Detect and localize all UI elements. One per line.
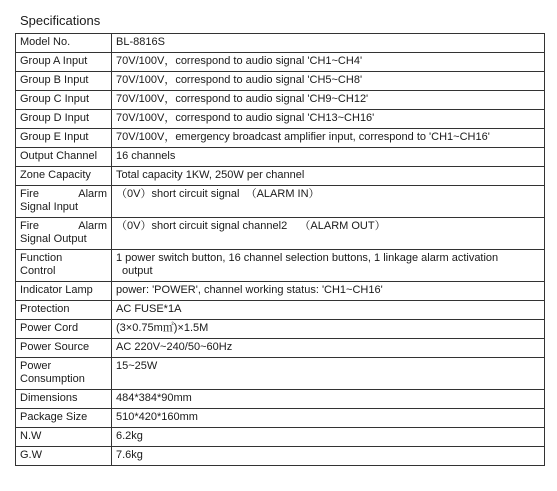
spec-label: Power Cord [16, 320, 112, 339]
spec-label-line1: Function [20, 252, 63, 264]
table-row [16, 447, 545, 466]
table-row [16, 301, 545, 320]
spec-value: AC FUSE*1A [112, 301, 545, 320]
spec-label-line1: Power [20, 360, 52, 372]
table-row [16, 72, 545, 91]
spec-label-line2: Consumption [20, 373, 85, 385]
spec-label: Group B Input [16, 72, 112, 91]
spec-value: (3×0.75m㎡)×1.5M [112, 320, 545, 339]
spec-label: Power Source [16, 339, 112, 358]
spec-value: power: 'POWER', channel working status: 'CH1~CH16' [112, 282, 545, 301]
spec-value: 70V/100V，correspond to audio signal 'CH1~CH4' [112, 53, 545, 72]
spec-label-line2: Control [20, 265, 56, 277]
table-row [16, 390, 545, 409]
table-row [16, 250, 545, 282]
spec-label: G.W [16, 447, 112, 466]
spec-label-line1: Fire Alarm [20, 188, 107, 200]
table-row [16, 428, 545, 447]
spec-value [112, 250, 545, 282]
table-row [16, 129, 545, 148]
table-row [16, 34, 545, 53]
spec-label: Dimensions [16, 390, 112, 409]
spec-value: Total capacity 1KW, 250W per channel [112, 167, 545, 186]
spec-label: Group A Input [16, 53, 112, 72]
spec-value: （0V）short circuit signal channel2 （ALARM OUT） [112, 218, 545, 250]
spec-label: Group C Input [16, 91, 112, 110]
table-row [16, 409, 545, 428]
spec-label [16, 250, 112, 282]
spec-label-line1: Fire Alarm [20, 220, 107, 232]
spec-value: 7.6kg [112, 447, 545, 466]
spec-value: 510*420*160mm [112, 409, 545, 428]
table-row [16, 91, 545, 110]
table-row [16, 282, 545, 301]
spec-label [16, 358, 112, 390]
spec-value: 484*384*90mm [112, 390, 545, 409]
spec-value-line2: output [122, 265, 153, 277]
table-row [16, 110, 545, 129]
spec-label: Output Channel [16, 148, 112, 167]
page-title: Specifications [20, 13, 101, 28]
spec-value: BL-8816S [112, 34, 545, 53]
table-row [16, 358, 545, 390]
spec-label [16, 218, 112, 250]
table-row [16, 320, 545, 339]
spec-value: 15~25W [112, 358, 545, 390]
spec-value: 70V/100V，correspond to audio signal 'CH9~CH12' [112, 91, 545, 110]
spec-label: Indicator Lamp [16, 282, 112, 301]
spec-value: 70V/100V，emergency broadcast amplifier input, correspond to 'CH1~CH16' [112, 129, 545, 148]
table-row [16, 148, 545, 167]
spec-label: Model No. [16, 34, 112, 53]
table-row [16, 186, 545, 218]
spec-label: Package Size [16, 409, 112, 428]
spec-label: Zone Capacity [16, 167, 112, 186]
table-row [16, 339, 545, 358]
spec-value: 16 channels [112, 148, 545, 167]
spec-value-line1: 1 power switch button, 16 channel selection buttons, 1 linkage alarm activation [116, 252, 499, 264]
spec-label: Group D Input [16, 110, 112, 129]
table-row [16, 53, 545, 72]
table-row [16, 167, 545, 186]
table-row [16, 218, 545, 250]
spec-value: 6.2kg [112, 428, 545, 447]
spec-label-line2: Signal Input [20, 201, 79, 213]
spec-value: 70V/100V，correspond to audio signal 'CH13~CH16' [112, 110, 545, 129]
spec-label: Group E Input [16, 129, 112, 148]
spec-label [16, 186, 112, 218]
spec-value: （0V）short circuit signal （ALARM IN） [112, 186, 545, 218]
spec-value: AC 220V~240/50~60Hz [112, 339, 545, 358]
spec-value: 70V/100V，correspond to audio signal 'CH5~CH8' [112, 72, 545, 91]
spec-label: Protection [16, 301, 112, 320]
specifications-table [15, 33, 545, 466]
spec-label-line2: Signal Output [20, 233, 87, 245]
spec-label: N.W [16, 428, 112, 447]
